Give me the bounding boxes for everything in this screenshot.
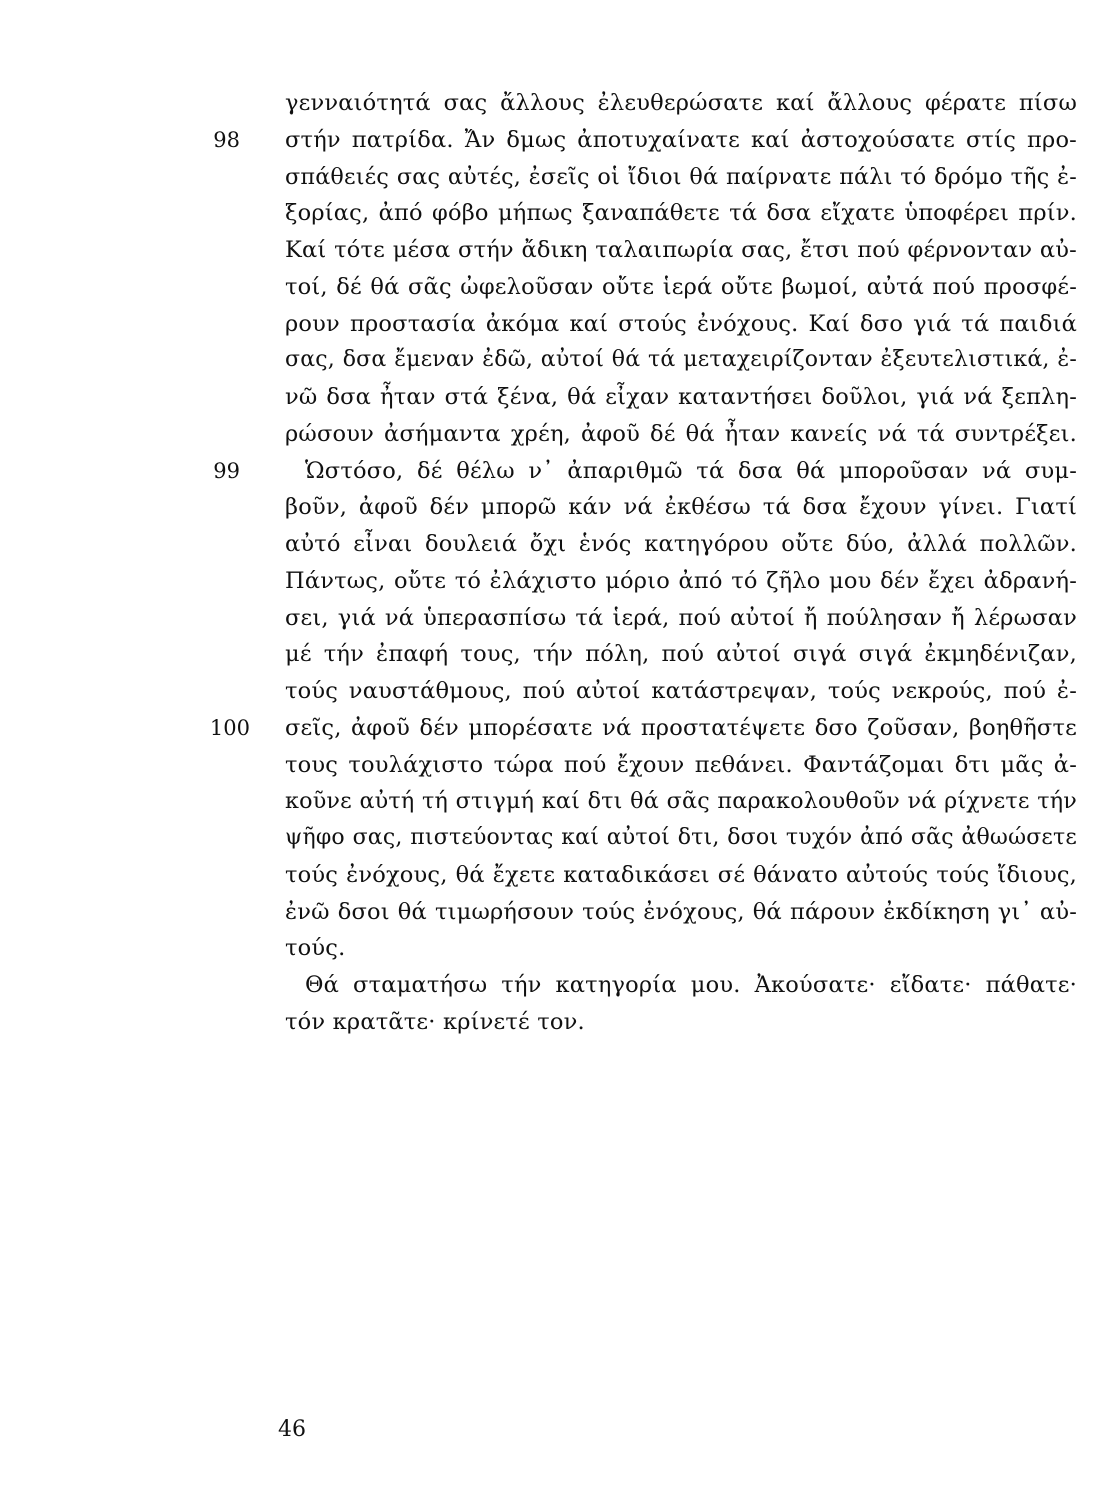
text-line: στήν πατρίδα. Ἄν δμως ἀποτυχαίνατε καί ἀστοχούσατε στίς προ- — [285, 126, 1077, 153]
section-number-99: 99 — [213, 458, 240, 483]
text-line: Καί τότε μέσα στήν ἄδικη ταλαιπωρία σας, ἔτσι πού φέρνονταν αὐ- — [285, 237, 1077, 263]
text-line: ψῆφο σας, πιστεύοντας καί αὐτοί δτι, δσοι τυχόν ἀπό σᾶς ἀθωώσετε — [285, 825, 1077, 850]
text-line: ρώσουν ἀσήμαντα χρέη, ἀφοῦ δέ θά ἦταν κανείς νά τά συντρέξει. — [285, 420, 1077, 447]
text-line: σει, γιά νά ὑπερασπίσω τά ἱερά, πού αὐτοί ἤ πούλησαν ἤ λέρωσαν — [285, 604, 1077, 631]
text-line: βοῦν, ἀφοῦ δέν μπορῶ κάν νά ἐκθέσω τά δσα ἔχουν γίνει. Γιατί — [285, 494, 1077, 521]
section-number-98: 98 — [213, 127, 240, 152]
section-number-100: 100 — [209, 716, 250, 740]
text-line: αὐτό εἶναι δουλειά ὄχι ἑνός κατηγόρου οὔτε δύο, ἀλλά πολλῶν. — [285, 531, 1077, 557]
text-line: σας, δσα ἔμεναν ἐδῶ, αὐτοί θά τά μεταχειρίζονταν ἐξευτελιστικά, ἐ- — [285, 347, 1077, 373]
text-line: ρουν προστασία ἀκόμα καί στούς ἐνόχους. Καί δσο γιά τά παιδιά — [285, 310, 1077, 337]
text-line: νῶ δσα ἦταν στά ξένα, θά εἶχαν καταντήσει δοῦλοι, γιά νά ξεπλη- — [285, 384, 1077, 410]
text-line: Θά σταματήσω τήν κατηγορία μου. Ἀκούσατε· εἴδατε· πάθατε· — [305, 972, 1077, 998]
text-line: Ὡστόσο, δέ θέλω ν᾽ ἀπαριθμῶ τά δσα θά μποροῦσαν νά συμ- — [305, 457, 1077, 484]
text-line: τόν κρατᾶτε· κρίνετέ τον. — [285, 1008, 585, 1035]
text-line: τούς. — [285, 935, 346, 962]
body-text — [285, 85, 1077, 1041]
text-line: τοί, δέ θά σᾶς ὠφελοῦσαν οὔτε ἱερά οὔτε βωμοί, αὐτά πού προσφέ- — [285, 273, 1077, 300]
text-line: τους τουλάχιστο τώρα πού ἔχουν πεθάνει. Φαντάζομαι δτι μᾶς ἀ- — [285, 751, 1077, 778]
text-line: τούς ἐνόχους, θά ἔχετε καταδικάσει σέ θάνατο αὐτούς τούς ἴδιους, — [285, 861, 1077, 888]
text-line: γενναιότητά σας ἄλλους ἐλευθερώσατε καί ἄλλους φέρατε πίσω — [285, 90, 1077, 116]
text-line: ξορίας, ἀπό φόβο μήπως ξαναπάθετε τά δσα εἴχατε ὑποφέρει πρίν. — [285, 200, 1077, 227]
text-line: Πάντως, οὔτε τό ἐλάχιστο μόριο ἀπό τό ζῆλο μου δέν ἔχει ἀδρανή- — [285, 567, 1077, 594]
text-line: μέ τήν ἐπαφή τους, τήν πόλη, πού αὐτοί σιγά σιγά ἐκμηδένιζαν, — [285, 641, 1077, 668]
text-line: ἐνῶ δσοι θά τιμωρήσουν τούς ἐνόχους, θά πάρουν ἐκδίκηση γι᾽ αὐ- — [285, 898, 1077, 925]
text-line: κοῦνε αὐτή τή στιγμή καί δτι θά σᾶς παρακολουθοῦν νά ρίχνετε τήν — [285, 788, 1077, 815]
text-line: σεῖς, ἀφοῦ δέν μπορέσατε νά προστατέψετε δσο ζοῦσαν, βοηθῆστε — [285, 714, 1077, 741]
text-line: σπάθειές σας αὐτές, ἐσεῖς οἱ ἴδιοι θά παίρνατε πάλι τό δρόμο τῆς ἐ- — [285, 163, 1077, 190]
page-number: 46 — [278, 1417, 306, 1442]
text-line: τούς ναυστάθμους, πού αὐτοί κατάστρεψαν, τούς νεκρούς, πού ἐ- — [285, 678, 1077, 704]
